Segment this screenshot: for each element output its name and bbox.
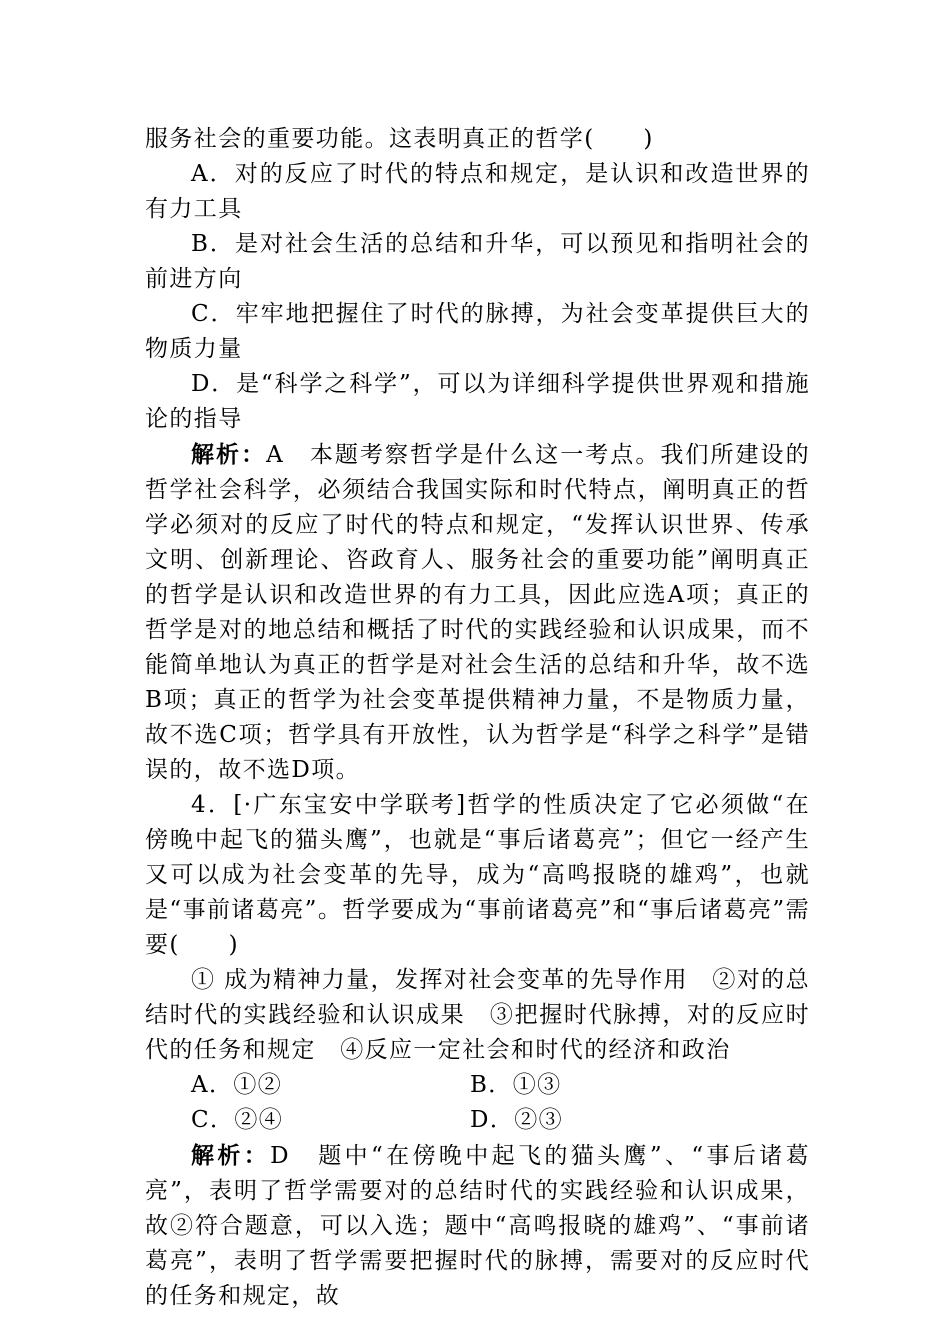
q3-analysis — [145, 437, 810, 788]
q4-options-row-1 — [145, 1068, 810, 1103]
q3-option-b: B．是对社会生活的总结和升华，可以预见和指明社会的前进方向 — [145, 231, 810, 292]
q3-option-c: C．牢牢地把握住了时代的脉搏，为社会变革提供巨大的物质力量 — [145, 301, 810, 362]
q4-stem-text: 哲学的性质决定了它必须做“在傍晚中起飞的猫头鹰”，也就是“事后诸葛亮”；但它一经产生又可以成为社会变革的先导，成为“高鸣报晓的雄鸡”，也就是“事前诸葛亮”。哲学要成为“事前诸葛亮”和“事后诸葛亮”需要( ) — [145, 792, 811, 958]
q4-source: [·广东宝安中学联考] — [233, 792, 467, 818]
q4-option-b: B．①③ — [470, 1072, 562, 1098]
q4-option-a: A．①② — [191, 1072, 283, 1098]
q4-statements: ① 成为精神力量，发挥对社会变革的先导作用 ②对的总结时代的实践经验和认识成果 ③把握时代脉搏，对的反应时代的任务和规定 ④反应一定社会和时代的经济和政治 — [145, 967, 810, 1063]
q3-option-a: A．对的反应了时代的特点和规定，是认识和改造世界的有力工具 — [145, 161, 810, 222]
q3-analysis-text: A 本题考察哲学是什么这一考点。我们所建设的哲学社会科学，必须结合我国实际和时代特点，阐明真正的哲学必须对的反应了时代的特点和规定，“发挥认识世界、传承文明、创新理论、咨政育人、服务社会的重要功能”阐明真正的哲学是认识和改造世界的有力工具，因此应选A项；真正的哲学是对的地总结和概括了时代的实践经验和认识成果，而不能简单地认为真正的哲学是对社会生活的总结和升华，故不选B项；真正的哲学为社会变革提供精神力量，不是物质力量，故不选C项；哲学具有开放性，认为哲学是“科学之科学”是错误的，故不选D项。 — [145, 442, 810, 783]
q4-options-row-2 — [145, 1103, 810, 1138]
q4-analysis-label: 解析： — [191, 1142, 271, 1169]
q4-number: 4． — [191, 792, 234, 818]
document-page — [145, 122, 810, 1314]
q4-option-d: D．②③ — [470, 1107, 564, 1133]
q4-stem — [145, 788, 810, 963]
q4-option-c: C．②④ — [191, 1107, 284, 1133]
q3-option-d: D．是“科学之科学”，可以为详细科学提供世界观和措施论的指导 — [145, 371, 810, 432]
q4-analysis — [145, 1138, 810, 1314]
q3-analysis-label: 解析： — [191, 441, 267, 468]
q3-stem-tail: 服务社会的重要功能。这表明真正的哲学( ) — [145, 126, 654, 152]
q4-analysis-text: D 题中“在傍晚中起飞的猫头鹰”、“事后诸葛亮”，表明了哲学需要对的总结时代的实践经验和认识成果，故②符合题意，可以入选；题中“高鸣报晓的雄鸡”、“事前诸葛亮”，表明了哲学需要把握时代的脉搏，需要对的反应时代的任务和规定，故 — [145, 1143, 811, 1309]
